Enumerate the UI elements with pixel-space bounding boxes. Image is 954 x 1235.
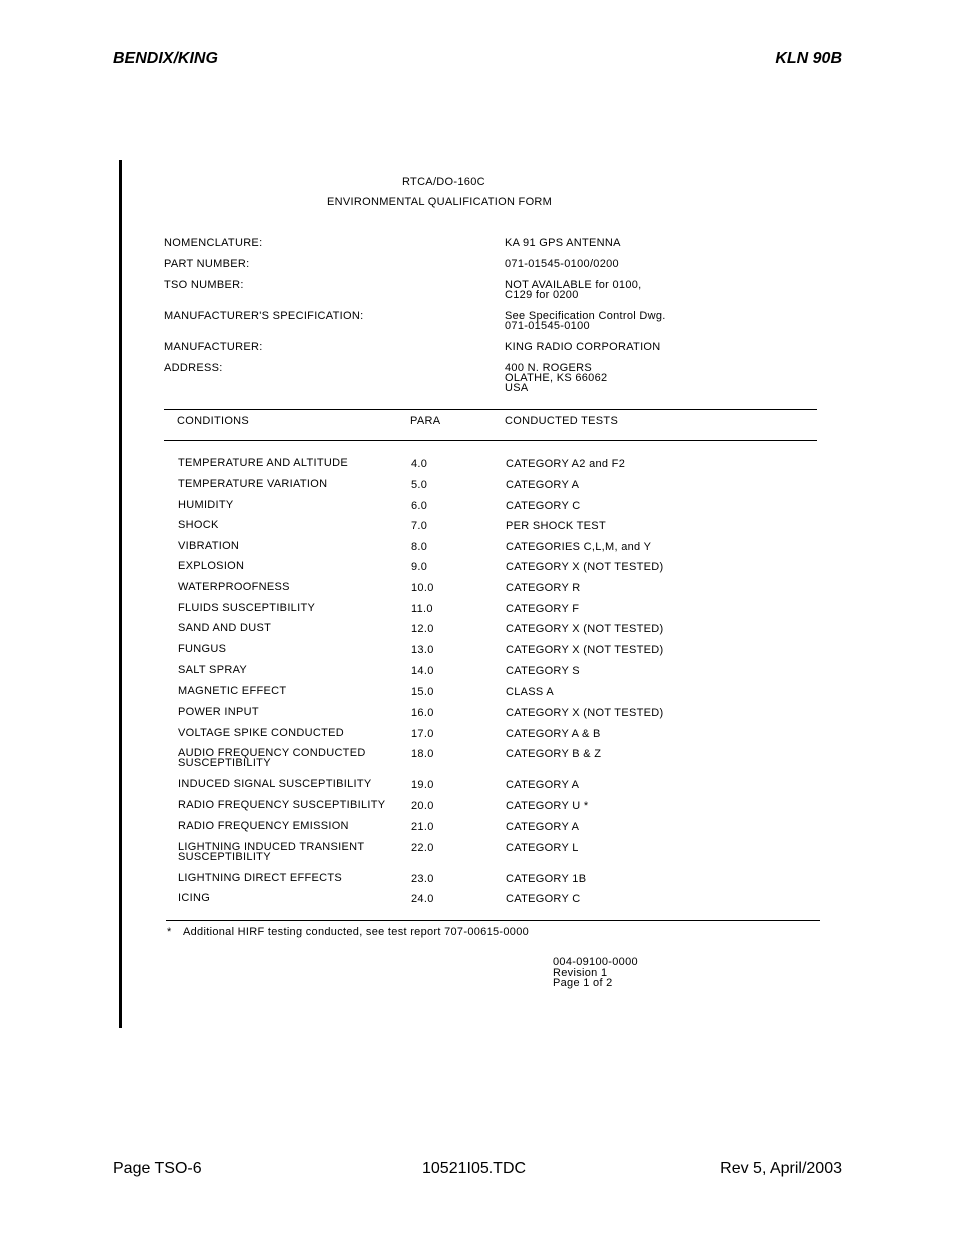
condition-cell: FLUIDS SUSCEPTIBILITY xyxy=(178,602,316,614)
info-label: ADDRESS: xyxy=(164,362,223,374)
condition-cell: RADIO FREQUENCY SUSCEPTIBILITY xyxy=(178,799,386,811)
test-cell: CATEGORY R xyxy=(506,582,581,594)
condition-cell: POWER INPUT xyxy=(178,706,259,718)
document-page: Page 1 of 2 xyxy=(553,977,613,989)
info-label: MANUFACTURER'S SPECIFICATION: xyxy=(164,310,364,322)
footer-filename: 10521I05.TDC xyxy=(422,1160,527,1177)
condition-cell: AUDIO FREQUENCY CONDUCTED SUSCEPTIBILITY xyxy=(178,747,366,769)
test-cell: CATEGORY 1B xyxy=(506,873,587,885)
test-cell: CATEGORY L xyxy=(506,842,579,854)
test-cell: CATEGORY A xyxy=(506,779,580,791)
para-cell: 6.0 xyxy=(411,500,428,512)
document-revision: Revision 1 xyxy=(553,966,608,979)
para-cell: 12.0 xyxy=(411,623,434,635)
test-cell: CATEGORY A2 and F2 xyxy=(506,458,626,470)
test-cell: CATEGORY A xyxy=(506,479,580,491)
footnote xyxy=(167,927,529,937)
condition-cell: TEMPERATURE AND ALTITUDE xyxy=(178,457,348,469)
condition-cell: MAGNETIC EFFECT xyxy=(178,685,287,697)
condition-cell: EXPLOSION xyxy=(178,560,245,572)
footnote-mark: * xyxy=(167,926,172,938)
info-value: NOT AVAILABLE for 0100, C129 for 0200 xyxy=(505,279,642,301)
header-manufacturer: BENDIX/KING xyxy=(113,50,218,67)
para-cell: 10.0 xyxy=(411,582,434,594)
test-cell: CATEGORY F xyxy=(506,603,580,615)
test-cell: CATEGORY A & B xyxy=(506,728,601,740)
condition-cell: ICING xyxy=(178,892,211,904)
info-value: KING RADIO CORPORATION xyxy=(505,341,661,353)
test-cell: CATEGORY X (NOT TESTED) xyxy=(506,644,664,656)
test-cell: CATEGORY A xyxy=(506,821,580,833)
test-cell: CATEGORY S xyxy=(506,665,580,677)
para-cell: 8.0 xyxy=(411,541,428,553)
info-label: TSO NUMBER: xyxy=(164,279,244,291)
test-cell: CATEGORY C xyxy=(506,500,581,512)
para-cell: 15.0 xyxy=(411,686,434,698)
footer-page: Page TSO-6 xyxy=(113,1160,202,1177)
info-value: 071-01545-0100/0200 xyxy=(505,258,619,270)
test-cell: CATEGORIES C,L,M, and Y xyxy=(506,541,652,553)
para-cell: 11.0 xyxy=(411,603,433,615)
test-cell: CATEGORY X (NOT TESTED) xyxy=(506,707,664,719)
test-cell: CATEGORY U * xyxy=(506,800,589,812)
condition-cell: WATERPROOFNESS xyxy=(178,581,290,593)
table-bottom-rule xyxy=(166,920,820,921)
condition-cell: SAND AND DUST xyxy=(178,622,272,634)
condition-cell: SHOCK xyxy=(178,519,219,531)
test-cell: CLASS A xyxy=(506,686,554,698)
para-cell: 21.0 xyxy=(411,821,434,833)
para-cell: 20.0 xyxy=(411,800,434,812)
column-header-conditions: CONDITIONS xyxy=(177,415,250,427)
condition-cell: HUMIDITY xyxy=(178,499,234,511)
test-cell: PER SHOCK TEST xyxy=(506,520,606,532)
header-model: KLN 90B xyxy=(775,50,842,67)
condition-cell: LIGHTNING INDUCED TRANSIENT SUSCEPTIBILITY xyxy=(178,841,365,863)
document-reference xyxy=(553,957,638,989)
test-cell: CATEGORY X (NOT TESTED) xyxy=(506,623,664,635)
para-cell: 17.0 xyxy=(411,728,434,740)
para-cell: 22.0 xyxy=(411,842,434,854)
test-cell: CATEGORY X (NOT TESTED) xyxy=(506,561,664,573)
condition-cell: FUNGUS xyxy=(178,643,227,655)
document-number: 004-09100-0000 xyxy=(553,956,638,968)
test-cell: CATEGORY B & Z xyxy=(506,748,602,760)
info-value: See Specification Control Dwg. 071-01545-0100 xyxy=(505,310,666,332)
condition-cell: LIGHTNING DIRECT EFFECTS xyxy=(178,872,343,884)
para-cell: 7.0 xyxy=(411,520,428,532)
form-standard-title: RTCA/DO-160C xyxy=(402,176,485,188)
info-label: NOMENCLATURE: xyxy=(164,237,263,249)
column-header-tests: CONDUCTED TESTS xyxy=(505,415,619,427)
condition-cell: VOLTAGE SPIKE CONDUCTED xyxy=(178,727,345,739)
para-cell: 19.0 xyxy=(411,779,434,791)
footnote-text: Additional HIRF testing conducted, see test report 707-00615-0000 xyxy=(183,926,530,938)
footer-revision: Rev 5, April/2003 xyxy=(720,1160,842,1177)
para-cell: 16.0 xyxy=(411,707,434,719)
header-bottom-rule xyxy=(164,440,817,441)
form-title: ENVIRONMENTAL QUALIFICATION FORM xyxy=(327,196,553,208)
para-cell: 14.0 xyxy=(411,665,434,677)
para-cell: 5.0 xyxy=(411,479,428,491)
test-cell: CATEGORY C xyxy=(506,893,581,905)
para-cell: 13.0 xyxy=(411,644,434,656)
info-value: 400 N. ROGERS OLATHE, KS 66062 USA xyxy=(505,362,608,394)
para-cell: 9.0 xyxy=(411,561,428,573)
info-label: PART NUMBER: xyxy=(164,258,250,270)
condition-cell: INDUCED SIGNAL SUSCEPTIBILITY xyxy=(178,778,372,790)
column-header-para: PARA xyxy=(410,415,441,427)
condition-cell: TEMPERATURE VARIATION xyxy=(178,478,328,490)
para-cell: 18.0 xyxy=(411,748,434,760)
condition-cell: RADIO FREQUENCY EMISSION xyxy=(178,820,349,832)
table-top-rule xyxy=(164,409,817,410)
para-cell: 4.0 xyxy=(411,458,428,470)
info-value: KA 91 GPS ANTENNA xyxy=(505,237,621,249)
condition-cell: SALT SPRAY xyxy=(178,664,248,676)
para-cell: 24.0 xyxy=(411,893,434,905)
para-cell: 23.0 xyxy=(411,873,434,885)
info-label: MANUFACTURER: xyxy=(164,341,263,353)
condition-cell: VIBRATION xyxy=(178,540,240,552)
